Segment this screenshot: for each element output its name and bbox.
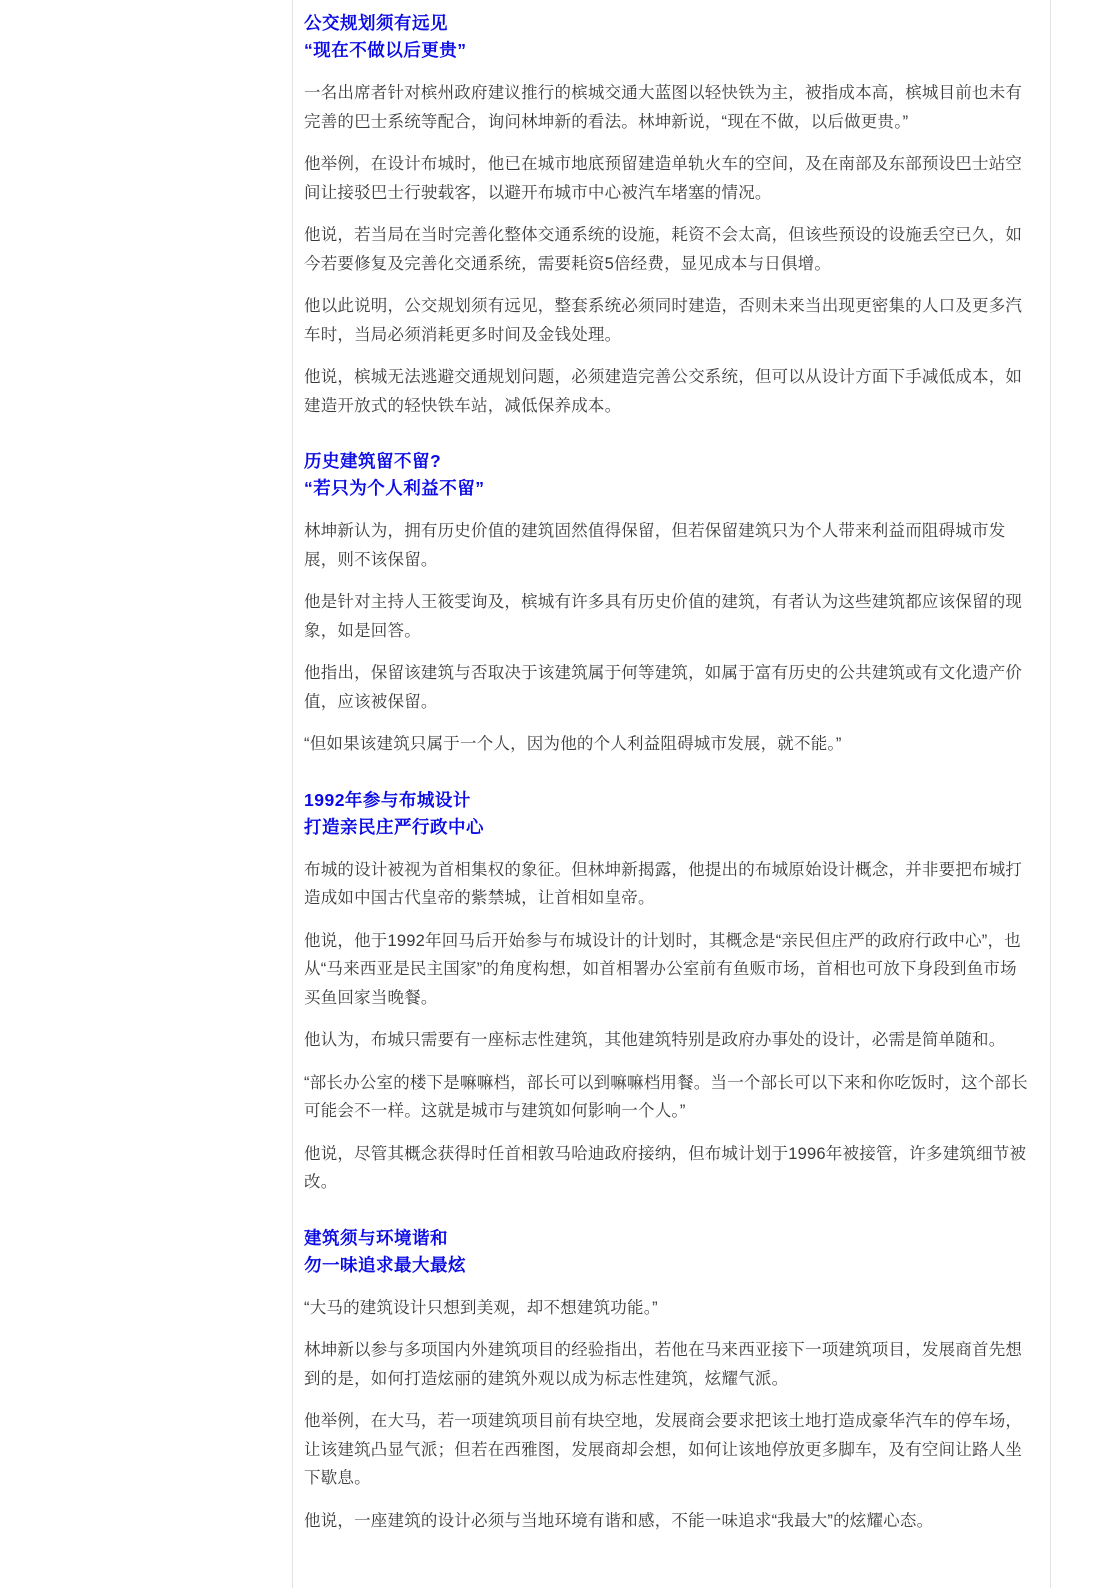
- section-heading-line: 打造亲民庄严行政中心: [304, 816, 484, 837]
- article-paragraph: 一名出席者针对槟州政府建议推行的槟城交通大蓝图以轻快铁为主，被指成本高，槟城目前也未有完善的巴士系统等配合，询问林坤新的看法。林坤新说，“现在不做，以后做更贵。”: [304, 84, 1023, 131]
- article-paragraph: 他以此说明，公交规划须有远见，整套系统必须同时建造，否则未来当出现更密集的人口及更多汽车时，当局必须消耗更多时间及金钱处理。: [304, 297, 1023, 344]
- article-section: [304, 787, 1032, 1197]
- section-heading: [304, 787, 1032, 841]
- section-heading-line: 建筑须与环境谐和: [304, 1227, 448, 1248]
- section-heading-line: 公交规划须有远见: [304, 13, 448, 33]
- article-paragraph: 他说，尽管其概念获得时任首相敦马哈迪政府接纳，但布城计划于1996年被接管，许多建筑细节被改。: [304, 1144, 1027, 1191]
- article-paragraph: 布城的设计被视为首相集权的象征。但林坤新揭露，他提出的布城原始设计概念，并非要把布城打造成如中国古代皇帝的紫禁城，让首相如皇帝。: [304, 860, 1023, 907]
- section-heading-line: 勿一味追求最大最炫: [304, 1254, 466, 1275]
- article-paragraph: 他举例，在设计布城时，他已在城市地底预留建造单轨火车的空间，及在南部及东部预设巴士站空间让接驳巴士行驶载客，以避开布城市中心被汽车堵塞的情况。: [304, 155, 1023, 202]
- article-paragraph: 他说，若当局在当时完善化整体交通系统的设施，耗资不会太高，但该些预设的设施丢空已久，如今若要修复及完善化交通系统，需要耗资5倍经费，显见成本与日俱增。: [304, 226, 1023, 273]
- article-paragraph: 他说，一座建筑的设计必须与当地环境有谐和感，不能一味追求“我最大”的炫耀心态。: [304, 1511, 934, 1530]
- section-heading-line: 历史建筑留不留?: [304, 451, 442, 471]
- section-heading: [304, 10, 1032, 64]
- article-section: [304, 1225, 1032, 1536]
- article-section: [304, 448, 1032, 759]
- article-section: [304, 10, 1032, 420]
- article-paragraph: 林坤新以参与多项国内外建筑项目的经验指出，若他在马来西亚接下一项建筑项目，发展商首先想到的是，如何打造炫丽的建筑外观以成为标志性建筑，炫耀气派。: [304, 1341, 1023, 1388]
- section-heading-line: 1992年参与布城设计: [304, 789, 471, 810]
- section-heading: [304, 448, 1032, 502]
- article-paragraph: 他说，他于1992年回马后开始参与布城设计的计划时，其概念是“亲民但庄严的政府行政中心”，也从“马来西亚是民主国家”的角度构想，如首相署办公室前有鱼贩市场，首相也可放下身段到鱼市场买鱼回家当晚餐。: [304, 931, 1021, 1007]
- section-heading-line: “现在不做以后更贵”: [304, 40, 467, 60]
- article-paragraph: 他举例，在大马，若一项建筑项目前有块空地，发展商会要求把该土地打造成豪华汽车的停车场，让该建筑凸显气派；但若在西雅图，发展商却会想，如何让该地停放更多脚车，及有空间让路人坐下歇息。: [304, 1412, 1023, 1487]
- article-paragraph: 林坤新认为，拥有历史价值的建筑固然值得保留，但若保留建筑只为个人带来利益而阻碍城市发展，则不该保留。: [304, 522, 1006, 569]
- section-heading: [304, 1225, 1032, 1279]
- article-paragraph: 他是针对主持人王筱雯询及，槟城有许多具有历史价值的建筑，有者认为这些建筑都应该保留的现象，如是回答。: [304, 593, 1023, 640]
- section-heading-line: “若只为个人利益不留”: [304, 478, 485, 498]
- article-paragraph: “但如果该建筑只属于一个人，因为他的个人利益阻碍城市发展，就不能。”: [304, 735, 842, 753]
- article-paragraph: “大马的建筑设计只想到美观，却不想建筑功能。”: [304, 1298, 658, 1317]
- article-paragraph: “部长办公室的楼下是嘛嘛档，部长可以到嘛嘛档用餐。当一个部长可以下来和你吃饭时，这个部长可能会不一样。这就是城市与建筑如何影响一个人。”: [304, 1073, 1028, 1120]
- article-column: [292, 0, 1051, 1588]
- article-paragraph: 他认为，布城只需要有一座标志性建筑，其他建筑特别是政府办事处的设计，必需是简单随和。: [304, 1031, 1006, 1049]
- article-paragraph: 他指出，保留该建筑与否取决于该建筑属于何等建筑，如属于富有历史的公共建筑或有文化遗产价值，应该被保留。: [304, 664, 1023, 711]
- article-paragraph: 他说，槟城无法逃避交通规划问题，必须建造完善公交系统，但可以从设计方面下手减低成本，如建造开放式的轻快铁车站，减低保养成本。: [304, 368, 1023, 415]
